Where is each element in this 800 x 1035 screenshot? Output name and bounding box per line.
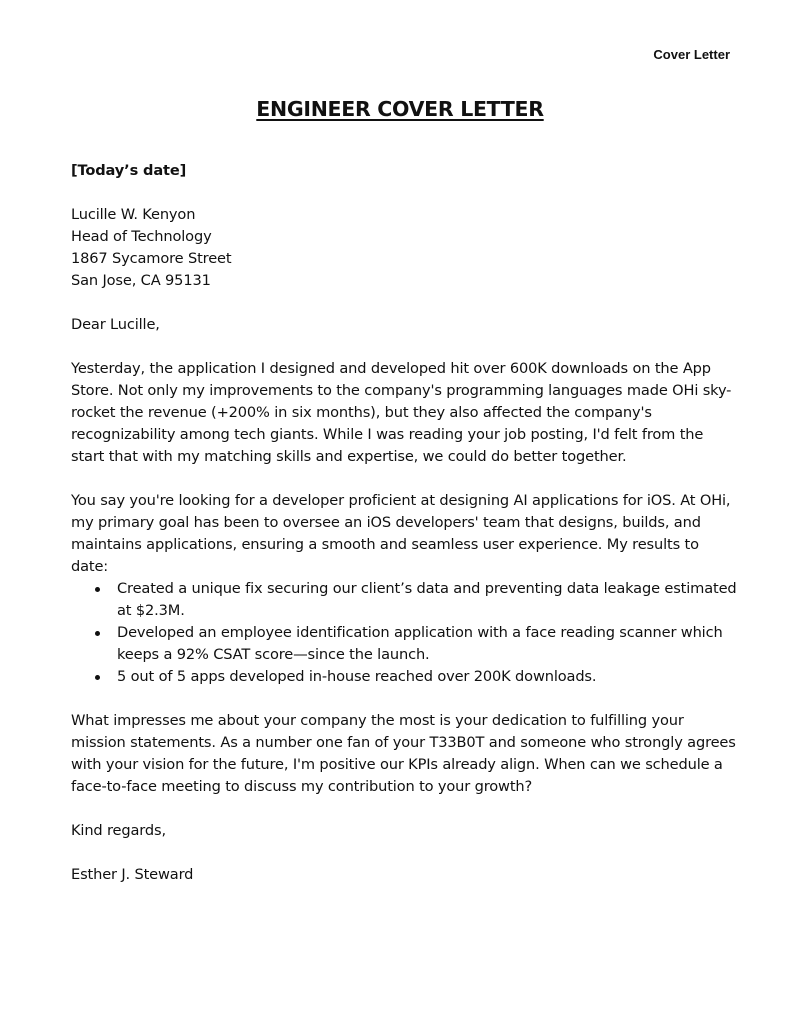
results-list bbox=[71, 578, 739, 688]
closing: Kind regards, bbox=[71, 822, 166, 839]
document-title: ENGINEER COVER LETTER bbox=[256, 97, 544, 121]
recipient-city: San Jose, CA 95131 bbox=[71, 272, 211, 289]
recipient-street: 1867 Sycamore Street bbox=[71, 250, 232, 267]
list-item: Created a unique fix securing our client’s data and preventing data leakage estimated at $2.3M. bbox=[117, 578, 739, 622]
list-item: Developed an employee identification application with a face reading scanner which keeps a 92% CSAT score—since the launch. bbox=[117, 622, 739, 666]
recipient-position: Head of Technology bbox=[71, 228, 212, 245]
recipient-block bbox=[71, 204, 739, 292]
paragraph-closing: What impresses me about your company the most is your dedication to fulfilling your mission statements. As a number one fan of your T33B0T and someone who strongly agrees with your vision for the future, I'm positive our KPIs already align. When can we schedule a face-to-face meeting to discuss my contribution to your growth? bbox=[71, 712, 736, 795]
salutation: Dear Lucille, bbox=[71, 316, 160, 333]
date-placeholder: [Today’s date] bbox=[71, 162, 187, 179]
signature-name: Esther J. Steward bbox=[71, 866, 194, 883]
letter-body bbox=[71, 160, 739, 886]
header-label: Cover Letter bbox=[653, 47, 730, 62]
paragraph-experience: You say you're looking for a developer proficient at designing AI applications for iOS. At OHi, my primary goal has been to oversee an iOS developers' team that designs, builds, and maintains applications, ensuring a smooth and seamless user experience. My results to date: bbox=[71, 492, 731, 575]
recipient-name: Lucille W. Kenyon bbox=[71, 206, 196, 223]
list-item: 5 out of 5 apps developed in-house reached over 200K downloads. bbox=[117, 666, 739, 688]
paragraph-intro: Yesterday, the application I designed and developed hit over 600K downloads on the App Store. Not only my improvements to the company's programming languages made OHi sky-rocket the revenue (+200% in six months), but they also affected the company's recognizability among tech giants. While I was reading your job posting, I'd felt from the start that with my matching skills and expertise, we could do better together. bbox=[71, 360, 732, 465]
